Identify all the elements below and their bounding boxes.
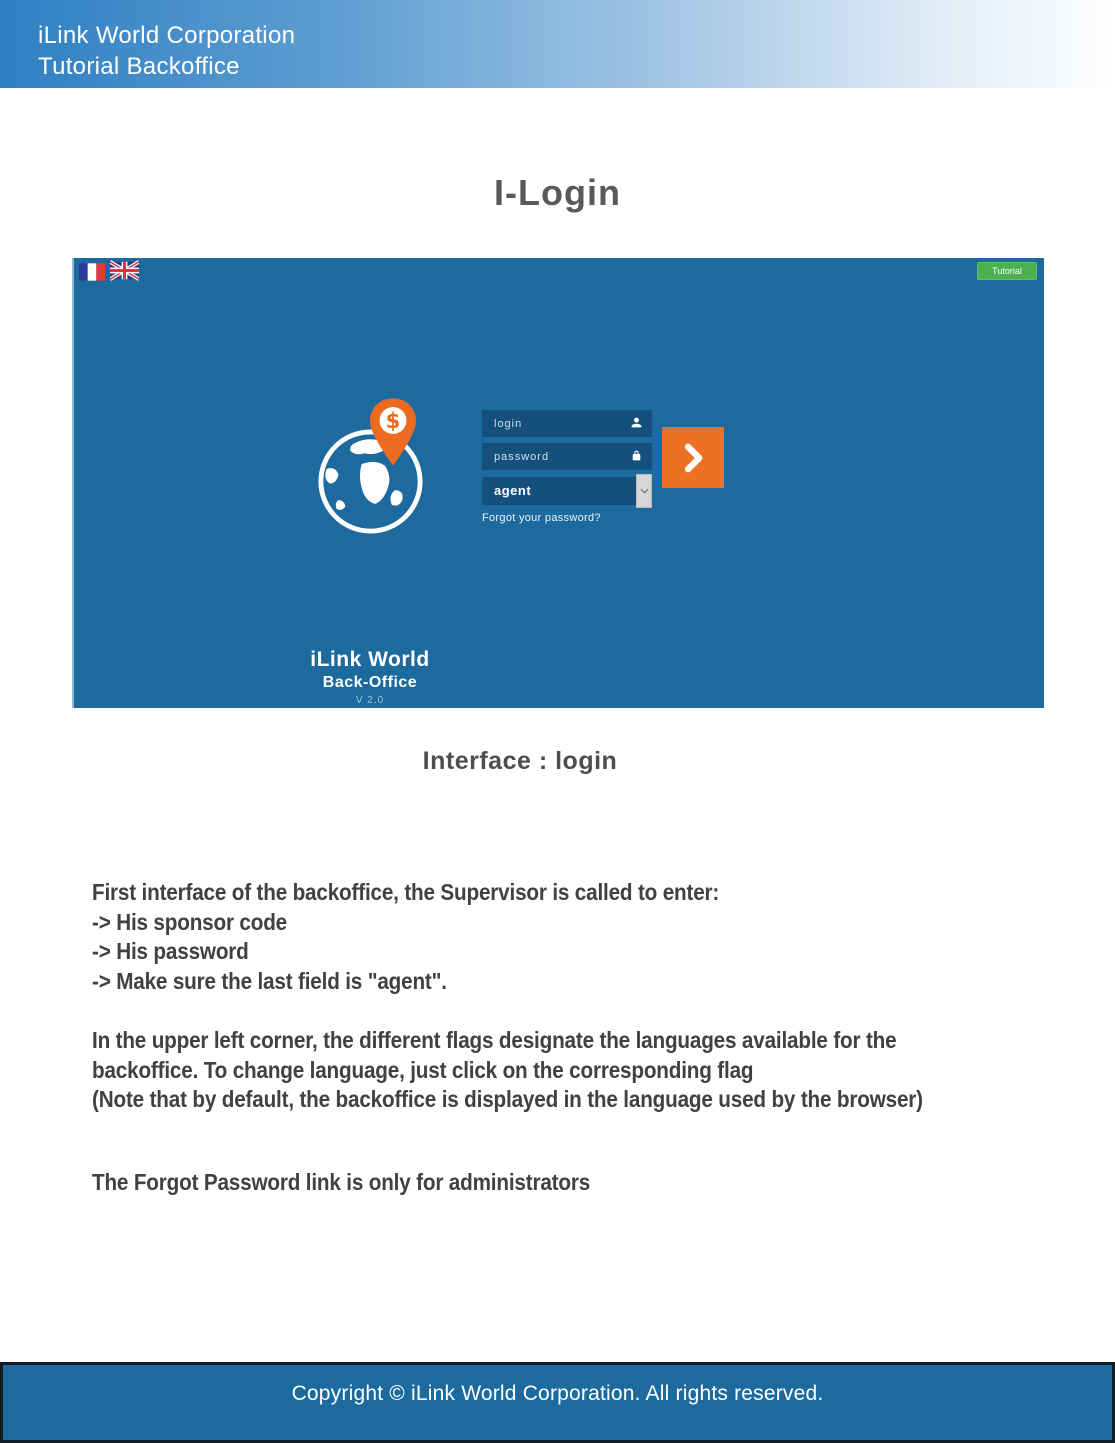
lock-icon: [630, 449, 643, 462]
body-line: (Note that by default, the backoffice is displayed in the language used by the browser): [92, 1086, 923, 1112]
french-flag-icon[interactable]: [79, 263, 105, 281]
user-icon: [630, 416, 643, 429]
body-line: -> Make sure the last field is "agent".: [92, 967, 447, 994]
login-screenshot: [72, 258, 1044, 708]
login-submit-button[interactable]: [662, 427, 724, 488]
paragraph-forgot-password: [92, 1168, 992, 1198]
uk-flag-icon[interactable]: [110, 260, 139, 281]
body-line: -> His password: [92, 938, 249, 964]
login-field: [482, 410, 652, 437]
role-select-value: agent: [494, 483, 532, 498]
role-select[interactable]: [482, 477, 652, 505]
body-line: backoffice. To change language, just click on the corresponding flag: [92, 1056, 754, 1083]
body-line: -> His sponsor code: [92, 908, 288, 935]
copyright-text: Copyright © iLink World Corporation. All rights reserved.: [291, 1382, 824, 1405]
body-line: The Forgot Password link is only for administrators: [92, 1169, 591, 1195]
body-line: In the upper left corner, the different flags designate the languages available for the: [92, 1027, 897, 1053]
document-subtitle: Tutorial Backoffice: [38, 53, 240, 80]
login-input[interactable]: [482, 410, 652, 437]
logo-version: V 2.0: [355, 695, 385, 706]
paragraph-instructions: [92, 878, 992, 996]
svg-text:$: $: [385, 408, 401, 434]
dollar-pin-icon: [369, 395, 417, 474]
chevron-down-icon[interactable]: [636, 474, 652, 508]
company-name: iLink World Corporation: [38, 22, 296, 49]
password-field: [482, 443, 652, 470]
page-title: I-Login: [494, 172, 621, 213]
body-line: First interface of the backoffice, the Supervisor is called to enter:: [92, 879, 720, 905]
logo-title: iLink World: [310, 648, 430, 671]
document-footer: [0, 1362, 1115, 1443]
logo-subtitle: Back-Office: [322, 674, 418, 691]
screenshot-caption: Interface : login: [422, 747, 618, 775]
tutorial-button[interactable]: Tutorial: [977, 262, 1037, 280]
document-header: [0, 0, 1115, 88]
forgot-password-link[interactable]: Forgot your password?: [482, 512, 601, 524]
chevron-right-icon: [680, 443, 706, 473]
password-input[interactable]: [482, 443, 652, 470]
paragraph-flags: [92, 1026, 992, 1115]
